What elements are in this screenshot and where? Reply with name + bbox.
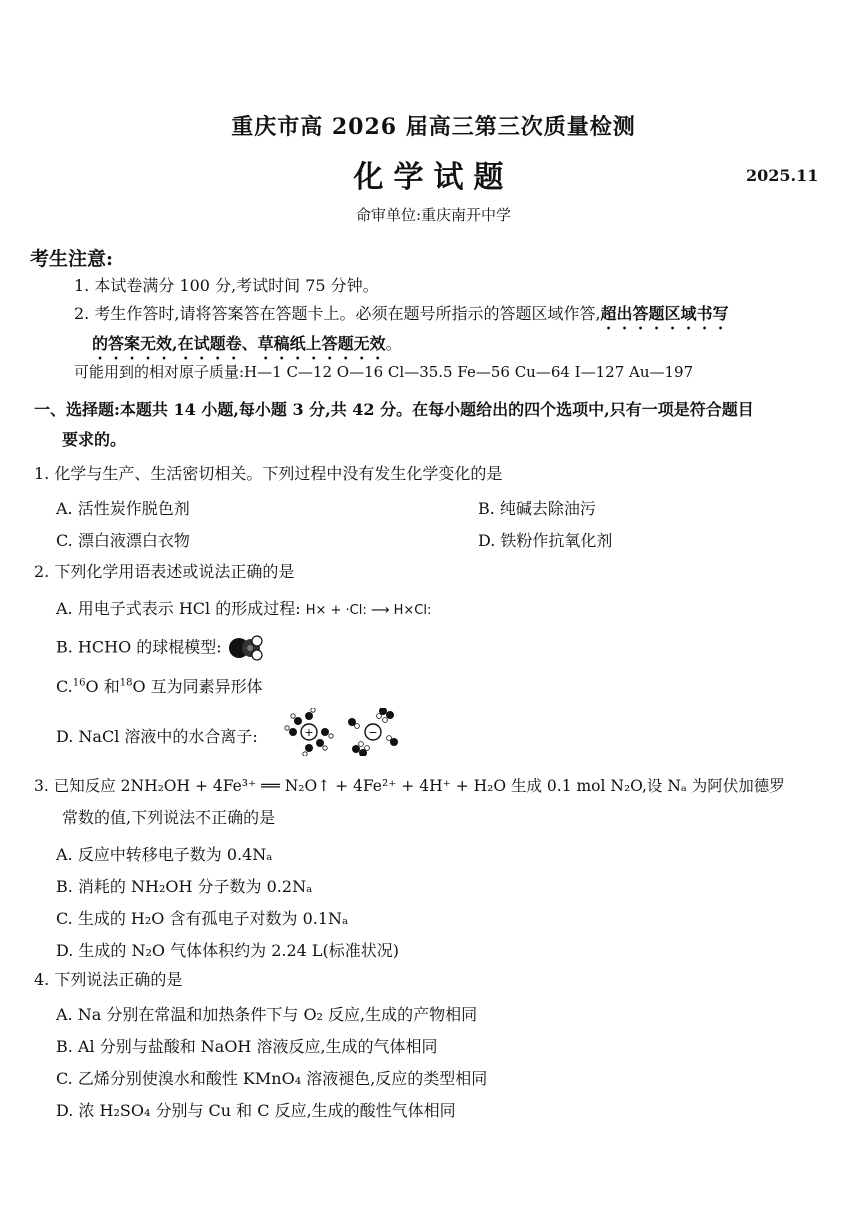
q2-option-c-mid: O 和 bbox=[85, 677, 120, 696]
notice-item-1: 1. 本试卷满分 100 分,考试时间 75 分钟。 bbox=[74, 276, 379, 295]
q1-stem: 1. 化学与生产、生活密切相关。下列过程中没有发生化学变化的是 bbox=[34, 464, 503, 483]
q4-option-b: B. Al 分别与盐酸和 NaOH 溶液反应,生成的气体相同 bbox=[56, 1037, 438, 1056]
q2-option-d-text: D. NaCl 溶液中的水合离子: bbox=[56, 727, 258, 746]
notice-heading: 考生注意: bbox=[30, 248, 114, 270]
q1-option-d: D. 铁粉作抗氧化剂 bbox=[478, 531, 613, 550]
isotope-mass-18: 18 bbox=[119, 677, 133, 689]
notice-item-2-emphasis-a: 超出答题区域书写 bbox=[600, 304, 729, 323]
notice-item-2 bbox=[74, 304, 729, 333]
q1-option-b: B. 纯碱去除油污 bbox=[478, 499, 596, 518]
q4-option-d: D. 浓 H₂SO₄ 分别与 Cu 和 C 反应,生成的酸性气体相同 bbox=[56, 1101, 456, 1120]
q2-option-b-text: B. HCHO 的球棍模型: bbox=[56, 637, 222, 657]
q2-option-a-text: A. 用电子式表示 HCl 的形成过程: bbox=[56, 599, 301, 618]
isotope-mass-16: 16 bbox=[72, 677, 86, 689]
q1-option-a: A. 活性炭作脱色剂 bbox=[56, 499, 190, 518]
q3-option-c: C. 生成的 H₂O 含有孤电子对数为 0.1Nₐ bbox=[56, 909, 349, 928]
exam-date: 2025.11 bbox=[746, 166, 819, 185]
svg-text:+: + bbox=[304, 726, 314, 739]
q2-option-c bbox=[56, 674, 263, 697]
q3-option-b: B. 消耗的 NH₂OH 分子数为 0.2Nₐ bbox=[56, 877, 313, 896]
subject-title: 化学试题 bbox=[353, 160, 514, 195]
notice-item-2-end: 。 bbox=[385, 334, 402, 353]
q4-stem: 4. 下列说法正确的是 bbox=[34, 970, 183, 989]
q3-stem: 3. 已知反应 2NH₂OH + 4Fe³⁺ ══ N₂O↑ + 4Fe²⁺ + 4H⁺ + H₂O 生成 0.1 mol N₂O,设 Nₐ 为阿伏加德罗 bbox=[34, 777, 785, 795]
q4-option-a: A. Na 分别在常温和加热条件下与 O₂ 反应,生成的产物相同 bbox=[56, 1005, 478, 1024]
exam-title: 重庆市高 2026 届高三第三次质量检测 bbox=[231, 114, 636, 140]
q2-option-a bbox=[56, 596, 431, 619]
q2-option-b bbox=[56, 634, 267, 662]
q2-stem: 2. 下列化学用语表述或说法正确的是 bbox=[34, 562, 295, 581]
q4-option-c: C. 乙烯分别使溴水和酸性 KMnO₄ 溶液褪色,反应的类型相同 bbox=[56, 1069, 488, 1088]
author-unit: 命审单位:重庆南开中学 bbox=[355, 206, 512, 224]
q2-option-d bbox=[56, 724, 258, 747]
notice-item-2-text: 2. 考生作答时,请将答案答在答题卡上。必须在题号所指示的答题区域作答, bbox=[74, 304, 601, 323]
q1-option-c: C. 漂白液漂白衣物 bbox=[56, 531, 190, 550]
q2-option-c-label: C. bbox=[56, 677, 73, 696]
lewis-formula: H× + ·Cl: ⟶ H×Cl: bbox=[305, 603, 432, 618]
q3-option-a: A. 反应中转移电子数为 0.4Nₐ bbox=[56, 845, 273, 864]
notice-item-2-cont bbox=[92, 334, 402, 363]
hydrated-ions-icon bbox=[283, 708, 401, 756]
q3-stem-cont: 常数的值,下列说法不正确的是 bbox=[62, 808, 276, 827]
notice-item-2-emphasis-b: 的答案无效,在试题卷、草稿纸上答题无效 bbox=[92, 334, 386, 353]
q2-option-c-end: O 互为同素异形体 bbox=[132, 677, 263, 696]
q3-option-d: D. 生成的 N₂O 气体体积约为 2.24 L(标准状况) bbox=[56, 941, 400, 960]
section-heading: 一、选择题:本题共 14 小题,每小题 3 分,共 42 分。在每小题给出的四个选项中,只有一项是符合题目 bbox=[34, 400, 754, 419]
section-heading-cont: 要求的。 bbox=[62, 430, 127, 449]
svg-text:−: − bbox=[368, 726, 378, 739]
ball-stick-model-icon bbox=[227, 634, 267, 662]
atomic-masses: 可能用到的相对原子质量:H—1 C—12 O—16 Cl—35.5 Fe—56 Cu—64 I—127 Au—197 bbox=[74, 363, 694, 381]
